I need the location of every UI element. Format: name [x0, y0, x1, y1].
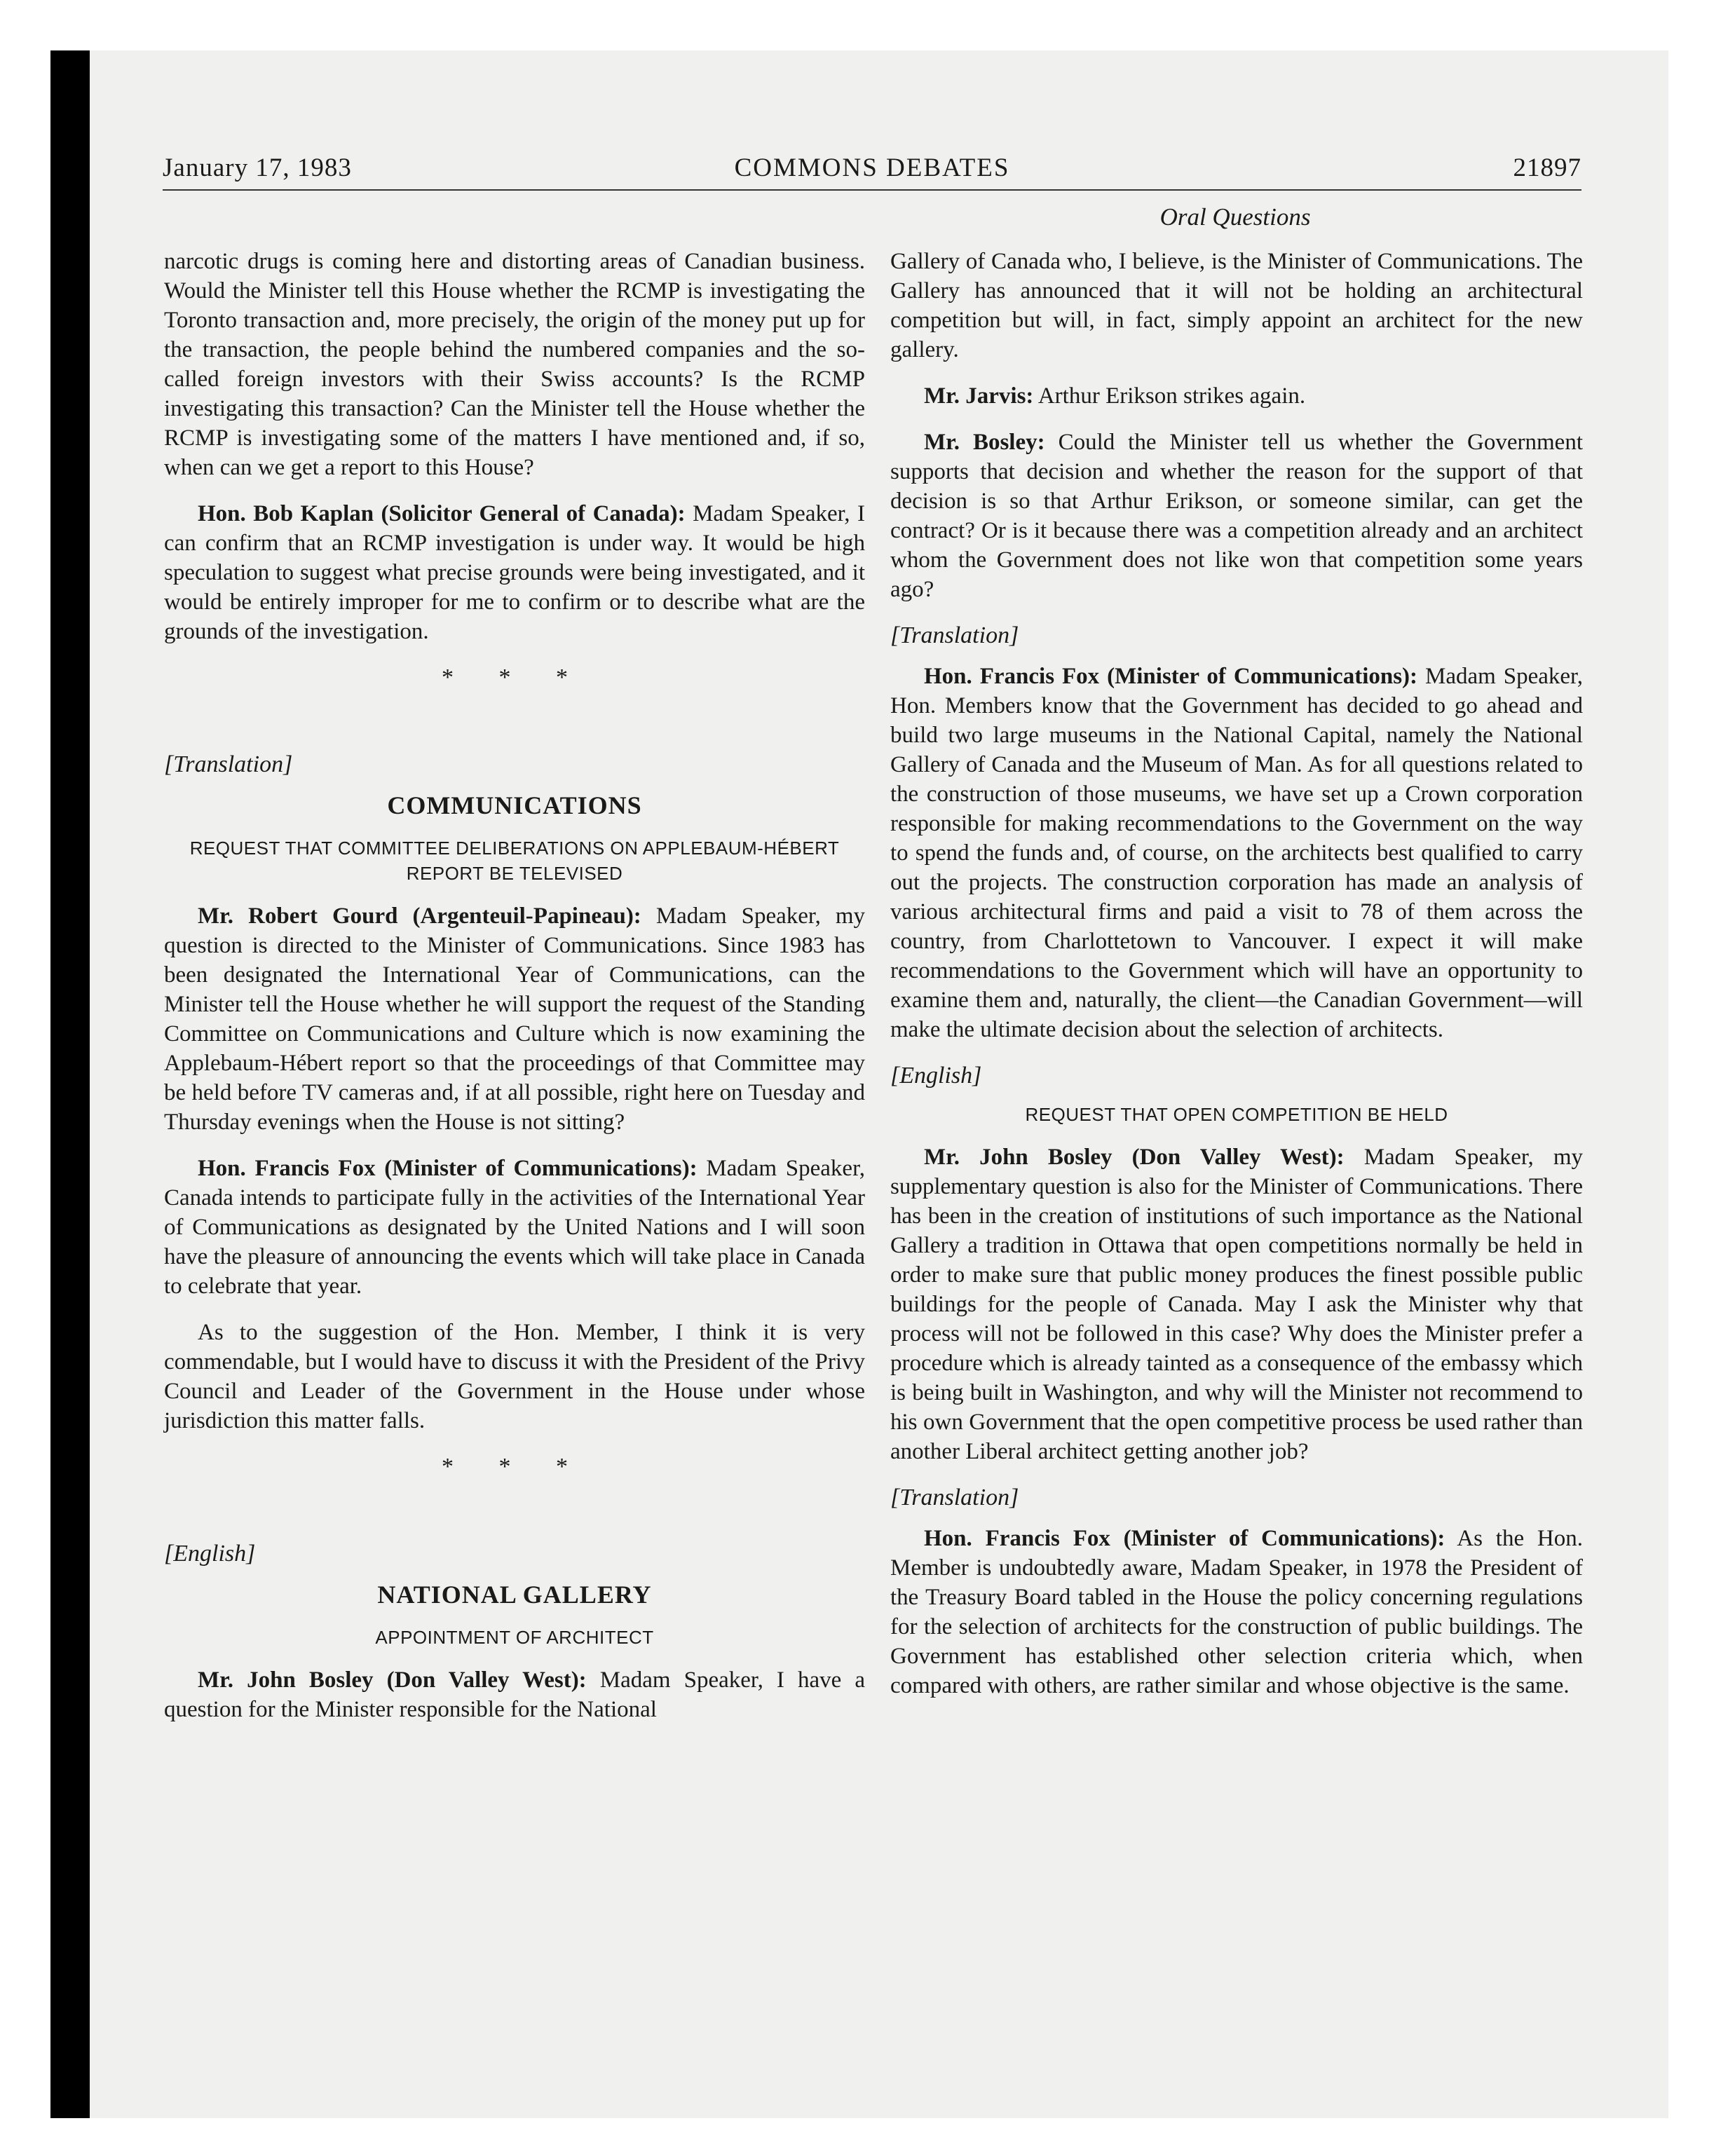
speech-text: As the Hon. Member is undoubtedly aware, Madam Speaker, in 1978 the President of the Treasury Board tabled in the House the policy concerning regulations for the selection of architects for the construction of public buildings. The Government has established other selection criteria which, when compared with others, are rather similar and whose objective is the same. — [890, 1526, 1583, 1698]
language-tag: [Translation] — [890, 622, 1019, 648]
subheading: APPOINTMENT OF ARCHITECT — [375, 1627, 654, 1648]
paragraph — [890, 1524, 1583, 1700]
paragraph: narcotic drugs is coming here and distorting areas of Canadian business. Would the Minister tell this House whether the RCMP is investigating the Toronto transaction and, more precisely, the origin of the money put up for the transaction, the people behind the numbered companies and the so-called foreign investors with their Swiss accounts? Is the RCMP investigating this transaction? Can the Minister tell the House whether the RCMP is investigating some of the matters I have mentioned and, if so, when can we get a report to this House? — [164, 249, 865, 480]
speech-text: Madam Speaker, Canada intends to participate fully in the activities of the International Year of Communications as designated by the United Nations and I will soon have the pleasure of announcing the events which will take place in Canada to celebrate that year. — [164, 1156, 865, 1299]
header-title: COMMONS DEBATES — [734, 153, 1010, 182]
subheading: REQUEST THAT COMMITTEE DELIBERATIONS ON APPLEBAUM-HÉBERT REPORT BE TELEVISED — [189, 838, 840, 884]
language-tag: [English] — [164, 1541, 256, 1567]
header-date: January 17, 1983 — [163, 153, 352, 182]
speech-text: Madam Speaker, I can confirm that an RCMP investigation is under way. It would be high speculation to suggest what precise grounds were being investigated, and it would be entirely improper for me to confirm or to describe what are the grounds of the investigation. — [164, 501, 865, 644]
speaker-name: Mr. John Bosley (Don Valley West): — [198, 1667, 587, 1693]
section-heading: NATIONAL GALLERY — [377, 1581, 652, 1609]
speech-text: Could the Minister tell us whether the Government supports that decision and whether the reason for the support of that decision is so that Arthur Erikson, or someone similar, can get the contract? Or is it because there was a competition already and an architect whom the Government does not like won that competition some years ago? — [890, 430, 1583, 602]
paragraph: Gallery of Canada who, I believe, is the Minister of Communications. The Gallery has announced that it will not be holding an architectural competition but will, in fact, simply appoint an architect for the new gallery. — [890, 249, 1583, 362]
speaker-name: Hon. Francis Fox (Minister of Communications): — [924, 1526, 1445, 1551]
paragraph — [164, 499, 865, 646]
paragraph — [164, 901, 865, 1137]
speech-text: Madam Speaker, my question is directed to the Minister of Communications. Since 1983 has been designated the International Year of Communications, can the Minister tell the House whether he will support the request of the Standing Committee on Communications and Culture which is now examining the Applebaum-Hébert report so that the proceedings of that Committee may be held before TV cameras and, if at all possible, right here on Tuesday and Thursday evenings when the House is not sitting? — [164, 903, 865, 1135]
right-column — [890, 247, 1583, 1717]
paragraph — [890, 381, 1583, 411]
scan-edge — [50, 50, 90, 2118]
speaker-name: Mr. Bosley: — [924, 430, 1045, 455]
speaker-name: Mr. Jarvis: — [924, 383, 1034, 409]
speech-text: Madam Speaker, my supplementary question is also for the Minister of Communications. There has been in the creation of institutions of such importance as the National Gallery a tradition in Ottawa that open competitions normally be held in order to make sure that public money produces the finest possible public buildings for the people of Canada. May I ask the Minister why that process will not be followed in this case? Why does the Minister prefer a procedure which is already tainted as a consequence of the embassy which is being built in Washington, and why will the Minister not recommend to his own Government that the open competitive process be used rather than another Liberal architect getting another job? — [890, 1145, 1584, 1464]
speech-text: Madam Speaker, Hon. Members know that the Government has decided to go ahead and build two large museums in the National Capital, namely the National Gallery of Canada and the Museum of Man. As for all questions related to the construction of those museums, we have set up a Crown corporation responsible for making recommendations to the Government on the way to spend the funds and, of course, on the architects best qualified to carry out the projects. The construction corporation has made an analysis of various architectural firms and paid a visit to 78 of them across the country, from Charlottetown to Vancouver. I expect it will make recommendations to the Government which will have an opportunity to examine them and, naturally, the client—the Canadian Government—will make the ultimate decision about the selection of architects. — [890, 664, 1583, 1042]
paragraph — [890, 428, 1583, 604]
speaker-name: Hon. Bob Kaplan (Solicitor General of Canada): — [198, 501, 686, 526]
paragraph: As to the suggestion of the Hon. Member, I think it is very commendable, but I would have to discuss it with the President of the Privy Council and Leader of the Government in the House under whose jurisdiction this matter falls. — [164, 1320, 865, 1433]
speech-text: Arthur Erikson strikes again. — [1033, 383, 1306, 409]
language-tag: [English] — [890, 1063, 982, 1089]
running-head: Oral Questions — [1159, 203, 1311, 231]
language-tag: [Translation] — [164, 751, 293, 777]
speaker-name: Hon. Francis Fox (Minister of Communications): — [198, 1156, 698, 1181]
paragraph — [890, 1142, 1583, 1466]
speaker-name: Mr. Robert Gourd (Argenteuil-Papineau): — [198, 903, 641, 929]
left-column — [164, 247, 865, 1741]
section-heading: COMMUNICATIONS — [387, 791, 642, 819]
section-separator: * * * — [442, 1454, 587, 1480]
paragraph — [164, 1665, 865, 1724]
page-header — [163, 150, 1581, 191]
paragraph — [890, 662, 1583, 1044]
header-page-number: 21897 — [1513, 153, 1581, 182]
section-separator: * * * — [442, 664, 587, 690]
paragraph — [164, 1154, 865, 1301]
speaker-name: Mr. John Bosley (Don Valley West): — [924, 1145, 1345, 1170]
subheading: REQUEST THAT OPEN COMPETITION BE HELD — [1025, 1104, 1448, 1125]
speaker-name: Hon. Francis Fox (Minister of Communications): — [924, 664, 1418, 689]
language-tag: [Translation] — [890, 1485, 1019, 1510]
speech-text: Madam Speaker, I have a question for the Minister responsible for the National — [164, 1667, 865, 1722]
